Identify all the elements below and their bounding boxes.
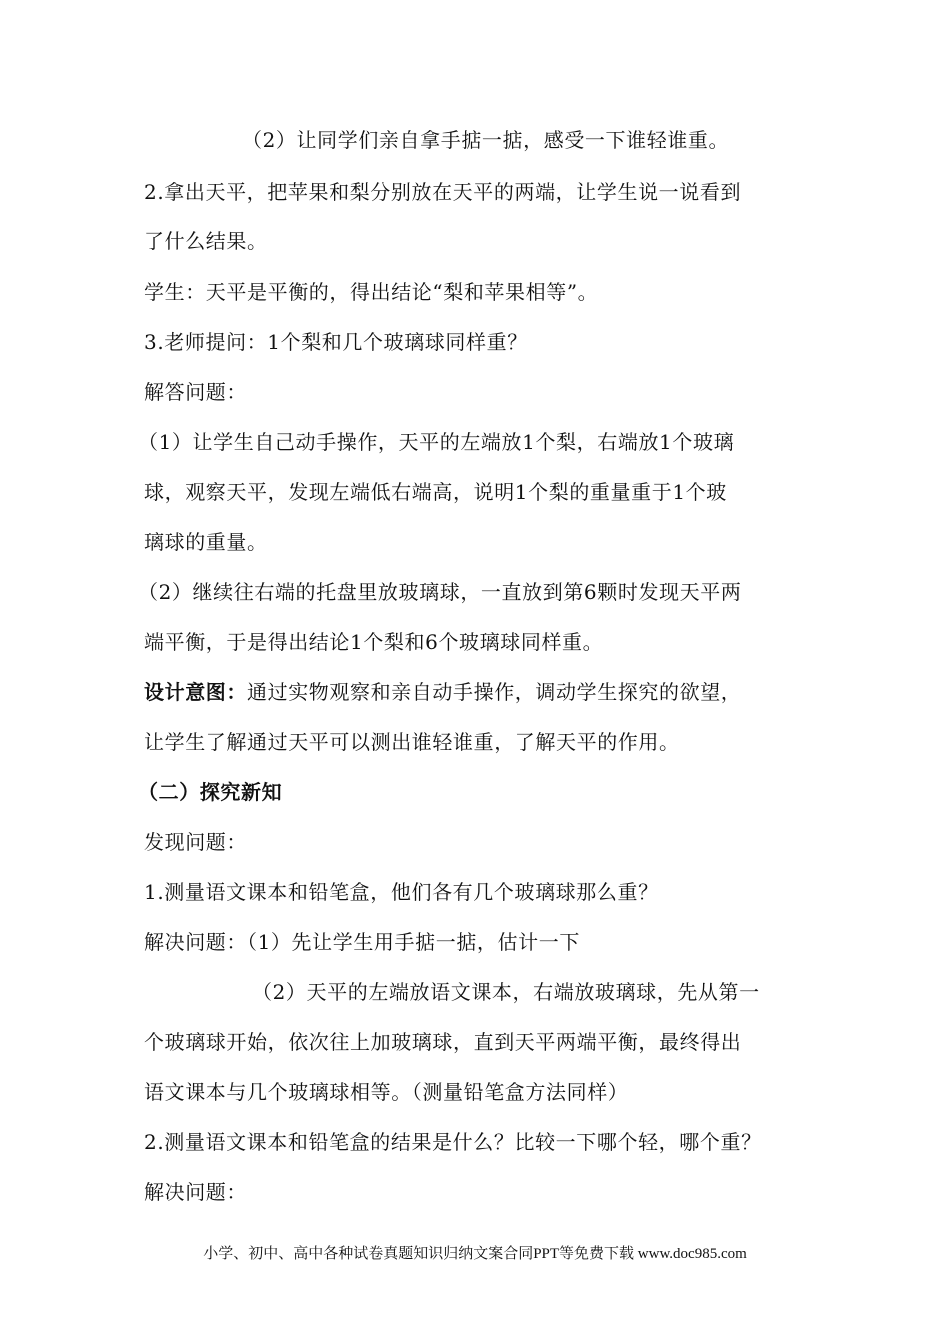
paragraph-line: 解决问题：	[144, 1180, 247, 1204]
design-intent-text: 通过实物观察和亲自动手操作，调动学生探究的欲望，	[247, 680, 742, 704]
paragraph-line: （1）让学生自己动手操作，天平的左端放1个梨，右端放1个玻璃	[138, 430, 735, 454]
paragraph-line: 璃球的重量。	[144, 530, 268, 554]
paragraph-line: 2.拿出天平，把苹果和梨分别放在天平的两端，让学生说一说看到	[144, 180, 742, 204]
paragraph-line: （2）天平的左端放语文课本，右端放玻璃球，先从第一	[252, 980, 760, 1004]
paragraph-line: （2）继续往右端的托盘里放玻璃球，一直放到第6颗时发现天平两	[138, 580, 742, 604]
paragraph-line: 学生：天平是平衡的，得出结论“梨和苹果相等”。	[144, 280, 599, 304]
paragraph-line: 语文课本与几个玻璃球相等。（测量铅笔盒方法同样）	[144, 1080, 629, 1104]
design-intent-line	[144, 680, 814, 704]
paragraph-line: 让学生了解通过天平可以测出谁轻谁重，了解天平的作用。	[144, 730, 680, 754]
paragraph-line: 发现问题：	[144, 830, 247, 854]
paragraph-line: 1.测量语文课本和铅笔盒，他们各有几个玻璃球那么重？	[144, 880, 659, 904]
paragraph-line: 2.测量语文课本和铅笔盒的结果是什么？比较一下哪个轻，哪个重？	[144, 1130, 762, 1154]
paragraph-line: 解决问题：（1）先让学生用手掂一掂，估计一下	[144, 930, 580, 954]
paragraph-line: 端平衡，于是得出结论1个梨和6个玻璃球同样重。	[144, 630, 604, 654]
section-heading: （二）探究新知	[138, 780, 283, 804]
design-intent-label: 设计意图：	[144, 680, 247, 704]
paragraph-line: 了什么结果。	[144, 229, 268, 253]
paragraph-line: 球，观察天平，发现左端低右端高，说明1个梨的重量重于1个玻	[144, 480, 727, 504]
paragraph-line: （2）让同学们亲自拿手掂一掂，感受一下谁轻谁重。	[242, 128, 730, 152]
paragraph-line: 3.老师提问：1个梨和几个玻璃球同样重？	[144, 330, 528, 354]
paragraph-line: 个玻璃球开始，依次往上加玻璃球，直到天平两端平衡，最终得出	[144, 1030, 742, 1054]
page-footer: 小学、初中、高中各种试卷真题知识归纳文案合同PPT等免费下载 www.doc985.com	[203, 1246, 747, 1262]
paragraph-line: 解答问题：	[144, 380, 247, 404]
